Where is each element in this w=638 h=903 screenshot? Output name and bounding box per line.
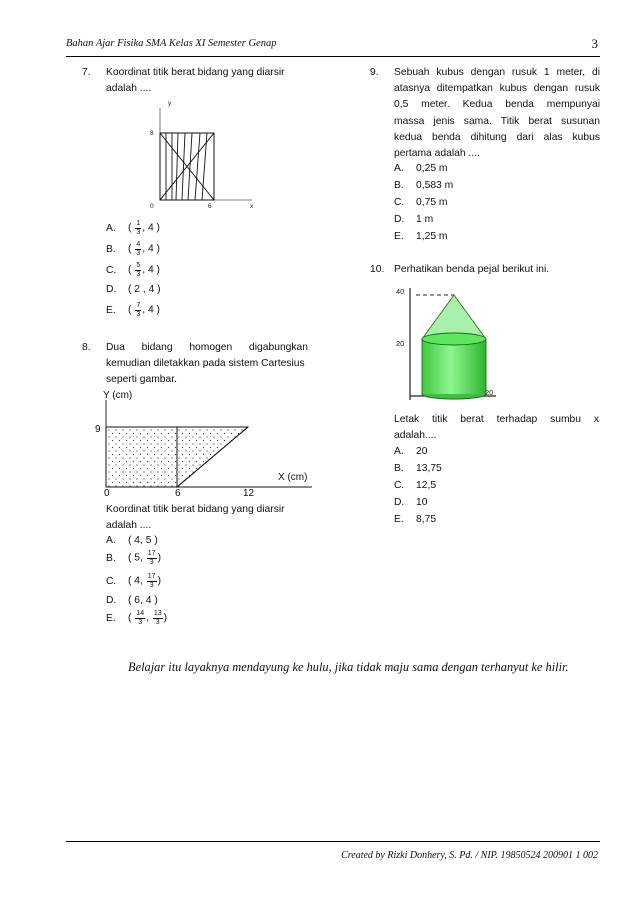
fraction: $\frac{5}{3}$	[136, 262, 141, 278]
q8-origin: 0	[104, 488, 110, 499]
q8-y-label: Y (cm)	[103, 390, 133, 401]
question-text-line: adalah....	[394, 430, 437, 442]
option-c[interactable]: C. ( $\frac{5}{3}$ , 4 )	[106, 262, 160, 278]
q7-tick-6: 6	[208, 203, 212, 210]
page-number: 3	[591, 36, 598, 51]
option-a[interactable]: A. 20	[394, 446, 428, 457]
question-text-line: pertama adalah ....	[394, 148, 480, 160]
q8-x-label: X (cm)	[278, 472, 308, 483]
fraction: $\frac{13}{3}$	[153, 610, 162, 626]
option-c[interactable]: C. 0,75 m	[394, 197, 448, 208]
option-d[interactable]: D. ( 2 , 4 )	[106, 284, 161, 295]
option-b[interactable]: B. ( 5, $\frac{17}{3}$ )	[106, 550, 161, 566]
option-d[interactable]: D. 1 m	[394, 214, 434, 225]
option-e[interactable]: E. 1,25 m	[394, 231, 448, 242]
option-b[interactable]: B. 0,583 m	[394, 180, 454, 191]
option-d[interactable]: D. 10	[394, 497, 428, 508]
footer-divider	[66, 841, 600, 842]
question-text-line: seperti gambar.	[106, 374, 177, 386]
q7-x-label: x	[250, 203, 254, 210]
option-a[interactable]: A. ( $\frac{1}{3}$ , 4 )	[106, 220, 160, 236]
question-number: 7.	[82, 67, 91, 78]
header-title: Bahan Ajar Fisika SMA Kelas XI Semester Genap	[66, 38, 277, 49]
q8-tick-12: 12	[243, 488, 255, 499]
option-e[interactable]: E. 8,75	[394, 514, 437, 525]
question-text: Koordinat titik berat bidang yang diarsir adalah ....	[106, 67, 285, 95]
question-text-line: Dua bidang homogen digabungkan	[106, 342, 308, 353]
fraction: $\frac{17}{3}$	[147, 550, 156, 566]
question-text-line: 0,5 meter. Kedua benda mempunyai	[394, 99, 600, 111]
option-c[interactable]: C. 12,5	[394, 480, 437, 491]
q8-tick-9: 9	[95, 424, 101, 435]
q7-y-label: y	[168, 100, 172, 107]
question-text-line: Sebuah kubus dengan rusuk 1 meter, di	[394, 67, 600, 78]
motivational-quote: Belajar itu layaknya mendayung ke hulu, jika tidak maju sama dengan terhanyut ke hilir.	[128, 660, 569, 674]
q7-tick-8: 8	[150, 130, 154, 137]
option-e[interactable]: E. ( $\frac{14}{3}$ , $\frac{13}{3}$ )	[106, 610, 168, 626]
option-b[interactable]: B. ( $\frac{4}{3}$ , 4 )	[106, 241, 160, 257]
question-number: 10.	[370, 264, 385, 275]
q10-tick-40: 40	[396, 287, 405, 296]
q7-figure	[140, 100, 270, 215]
fraction: $\frac{7}{3}$	[136, 302, 141, 318]
q10-question	[394, 412, 599, 444]
question-10	[370, 262, 600, 278]
fraction: $\frac{1}{3}$	[136, 220, 141, 236]
question-7	[82, 65, 308, 97]
question-text-line: adalah ....	[106, 520, 152, 532]
footer-credit: Created by Rizki Donhery, S. Pd. / NIP. 19850524 200901 1 002	[341, 850, 598, 861]
q7-origin: 0	[150, 203, 154, 210]
q10-figure	[392, 282, 502, 402]
option-a[interactable]: A. ( 4, 5 )	[106, 535, 158, 546]
question-number: 9.	[370, 67, 379, 78]
fraction: $\frac{17}{3}$	[147, 573, 156, 589]
q8-figure	[100, 400, 320, 492]
question-text-line: massa jenis sama. Titik berat susunan	[394, 115, 600, 127]
question-text-line: kedua benda dihitung dari alas kubus	[394, 131, 600, 143]
q8-tick-6: 6	[175, 488, 181, 499]
page-header	[66, 38, 600, 57]
fraction: $\frac{14}{3}$	[136, 610, 145, 626]
option-a[interactable]: A. 0,25 m	[394, 163, 448, 174]
fraction: $\frac{4}{3}$	[136, 241, 141, 257]
question-text-line: Koordinat titik berat bidang yang diarsir	[106, 504, 285, 515]
question-text-line: Letak titik berat terhadap sumbu x	[394, 414, 599, 425]
question-9	[370, 65, 600, 162]
q10-tick-20: 20	[396, 339, 405, 348]
q10-tick-20-x: 20	[485, 388, 494, 397]
q8-question	[106, 502, 316, 534]
question-text-line: kemudian diletakkan pada sistem Cartesius	[106, 358, 305, 370]
option-d[interactable]: D. ( 6, 4 )	[106, 595, 158, 606]
question-text-line: atasnya ditempatkan kubus dengan rusuk	[394, 83, 600, 95]
question-text: Perhatikan benda pejal berikut ini.	[394, 264, 550, 275]
question-number: 8.	[82, 342, 91, 353]
question-8	[82, 340, 308, 389]
option-e[interactable]: E. ( $\frac{7}{3}$ , 4 )	[106, 302, 160, 318]
option-b[interactable]: B. 13,75	[394, 463, 442, 474]
option-c[interactable]: C. ( 4, $\frac{17}{3}$ )	[106, 573, 161, 589]
